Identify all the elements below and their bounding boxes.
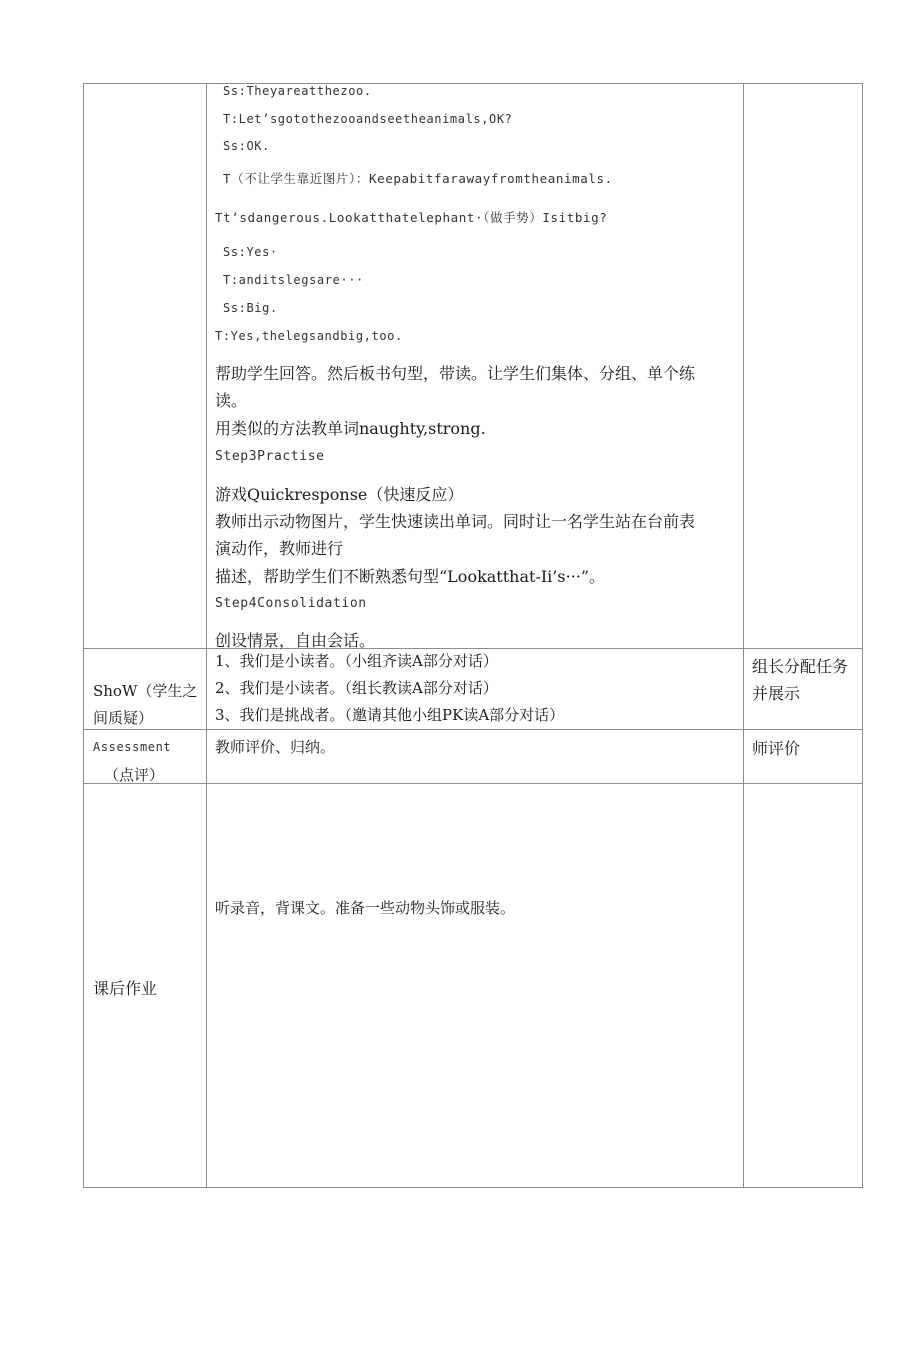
column-divider-1 (206, 83, 207, 1188)
show-note: 并展示 (752, 684, 801, 703)
instruction-text: 创设情景，自由会话。 (215, 631, 376, 650)
assessment-label: （点评） (104, 766, 165, 784)
instruction-text: 用类似的方法教单词naughty,strong. (215, 419, 486, 438)
assessment-label: Assessment (93, 740, 172, 754)
row-divider-3 (83, 783, 863, 784)
dialogue-line: T（不让学生靠近图片）：Keepabitfarawayfromtheanimals. (223, 171, 613, 186)
dialogue-line: T:Yes,thelegsandbig,too. (215, 329, 403, 343)
dialogue-line: Ss:Yes· (223, 245, 278, 259)
assessment-content: 教师评价、归纳。 (215, 738, 336, 756)
instruction-text: 描述，帮助学生们不断熟悉句型“Lookatthat-Ii’s···”。 (215, 567, 606, 586)
instruction-text: 教师出示动物图片，学生快速读出单词。同时让一名学生站在台前表 (215, 512, 696, 531)
instruction-text: 帮助学生回答。然后板书句型，带读。让学生们集体、分组、单个练 (215, 364, 696, 383)
show-note: 组长分配任务 (752, 657, 849, 676)
dialogue-line: Ss:Big. (223, 301, 278, 315)
instruction-text: 读。 (215, 391, 248, 410)
show-item: 3、我们是挑战者。（邀请其他小组PK读A部分对话） (215, 706, 565, 724)
show-label: ShoW（学生之 (93, 682, 198, 700)
step-heading: Step3Practise (215, 449, 325, 464)
step-heading: Step4Consolidation (215, 596, 367, 611)
column-divider-2 (743, 83, 744, 1188)
homework-content: 听录音，背课文。准备一些动物头饰或服装。 (215, 899, 516, 917)
dialogue-line: T:Let’sgotothezooandseetheanimals,OK? (223, 112, 513, 126)
show-item: 1、我们是小读者。（小组齐读A部分对话） (215, 652, 498, 670)
show-label: 间质疑） (93, 709, 154, 727)
instruction-text: 演动作，教师进行 (215, 539, 344, 558)
row-divider-2 (83, 729, 863, 730)
dialogue-line: Tt’sdangerous.Lookatthatelephant·（做手势）Isitbig? (215, 210, 608, 225)
instruction-text: 游戏Quickresponse（快速反应） (215, 485, 464, 504)
dialogue-line: Ss:Theyareatthezoo. (223, 84, 372, 98)
show-item: 2、我们是小读者。（组长教读A部分对话） (215, 679, 498, 697)
row-divider-1 (83, 648, 863, 649)
assessment-note: 师评价 (752, 739, 801, 758)
dialogue-line: Ss:OK. (223, 139, 270, 153)
lesson-plan-table (83, 83, 863, 1188)
dialogue-line: T:anditslegsare··· (223, 273, 364, 287)
homework-label: 课后作业 (93, 979, 158, 998)
